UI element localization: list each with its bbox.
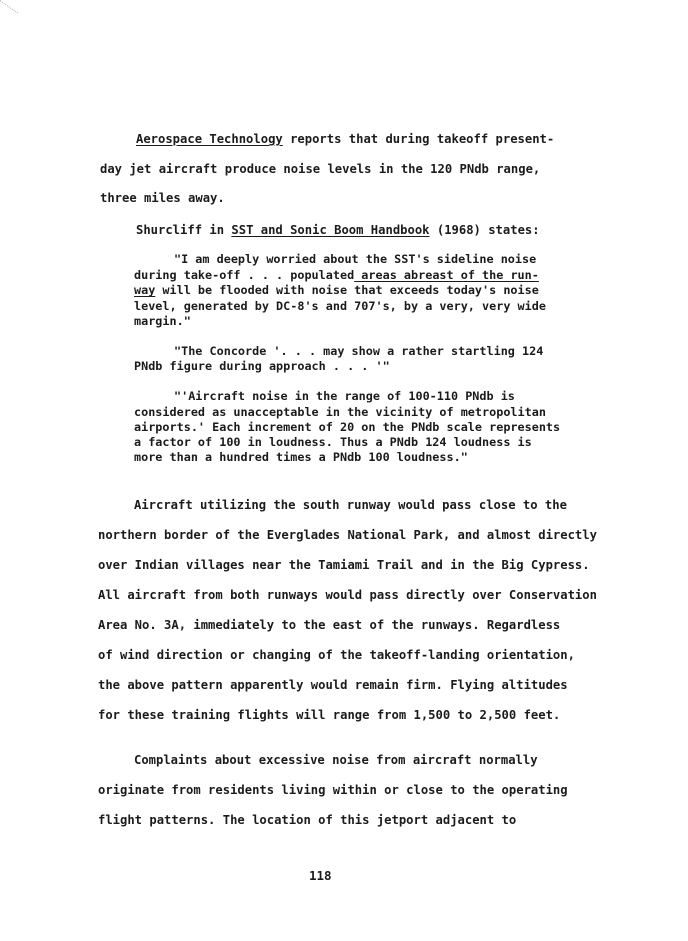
quote-line: a factor of 100 in loudness. Thus a PNdb 124 loudness is <box>134 435 532 449</box>
quote-line: "The Concorde '. . . may show a rather startling 124 <box>174 344 544 358</box>
text-line: Shurcliff in SST and Sonic Boom Handbook (1968) states: <box>136 223 540 237</box>
text-line: Aircraft utilizing the south runway would pass close to the <box>134 498 567 512</box>
quote-line: "I am deeply worried about the SST's sideline noise <box>174 252 537 266</box>
text-line: northern border of the Everglades National Park, and almost directly <box>98 528 597 542</box>
text-line: day jet aircraft produce noise levels in the 120 PNdb range, <box>100 162 541 176</box>
text-line: three miles away. <box>100 191 225 205</box>
quote-line: more than a hundred times a PNdb 100 loudness." <box>134 450 468 464</box>
text-line: All aircraft from both runways would pass directly over Conservation <box>98 588 597 602</box>
quote-line: considered as unacceptable in the vicinity of metropolitan <box>134 405 546 419</box>
quote-line: margin." <box>134 314 191 328</box>
book-title: SST and Sonic Boom Handbook <box>231 223 430 237</box>
quote-line: airports.' Each increment of 20 on the PNdb scale represents <box>134 420 561 434</box>
text-line: the above pattern apparently would remain firm. Flying altitudes <box>98 678 568 692</box>
text-line: Aerospace Technology reports that during takeoff present- <box>136 132 555 146</box>
quote-line: during take-off . . . populated areas abreast of the run- <box>134 268 539 282</box>
quote-line: level, generated by DC-8's and 707's, by a very, very wide <box>134 299 546 313</box>
quote-line: "'Aircraft noise in the range of 100-110 PNdb is <box>174 389 515 403</box>
text-line: flight patterns. The location of this jetport adjacent to <box>98 813 517 827</box>
quote-line: way will be flooded with noise that exceeds today's noise <box>134 283 539 297</box>
text-line: for these training flights will range from 1,500 to 2,500 feet. <box>98 708 561 722</box>
scan-corner-mark <box>0 0 18 25</box>
page-number: 118 <box>309 868 332 883</box>
text-line: originate from residents living within or close to the operating <box>98 783 568 797</box>
quote-line: PNdb figure during approach . . . '" <box>134 359 390 373</box>
text-line: Complaints about excessive noise from aircraft normally <box>134 753 538 767</box>
text-line: Area No. 3A, immediately to the east of the runways. Regardless <box>98 618 561 632</box>
text-line: over Indian villages near the Tamiami Trail and in the Big Cypress. <box>98 558 590 572</box>
publication-title: Aerospace Technology <box>136 132 283 146</box>
text-line: of wind direction or changing of the takeoff-landing orientation, <box>98 648 575 662</box>
